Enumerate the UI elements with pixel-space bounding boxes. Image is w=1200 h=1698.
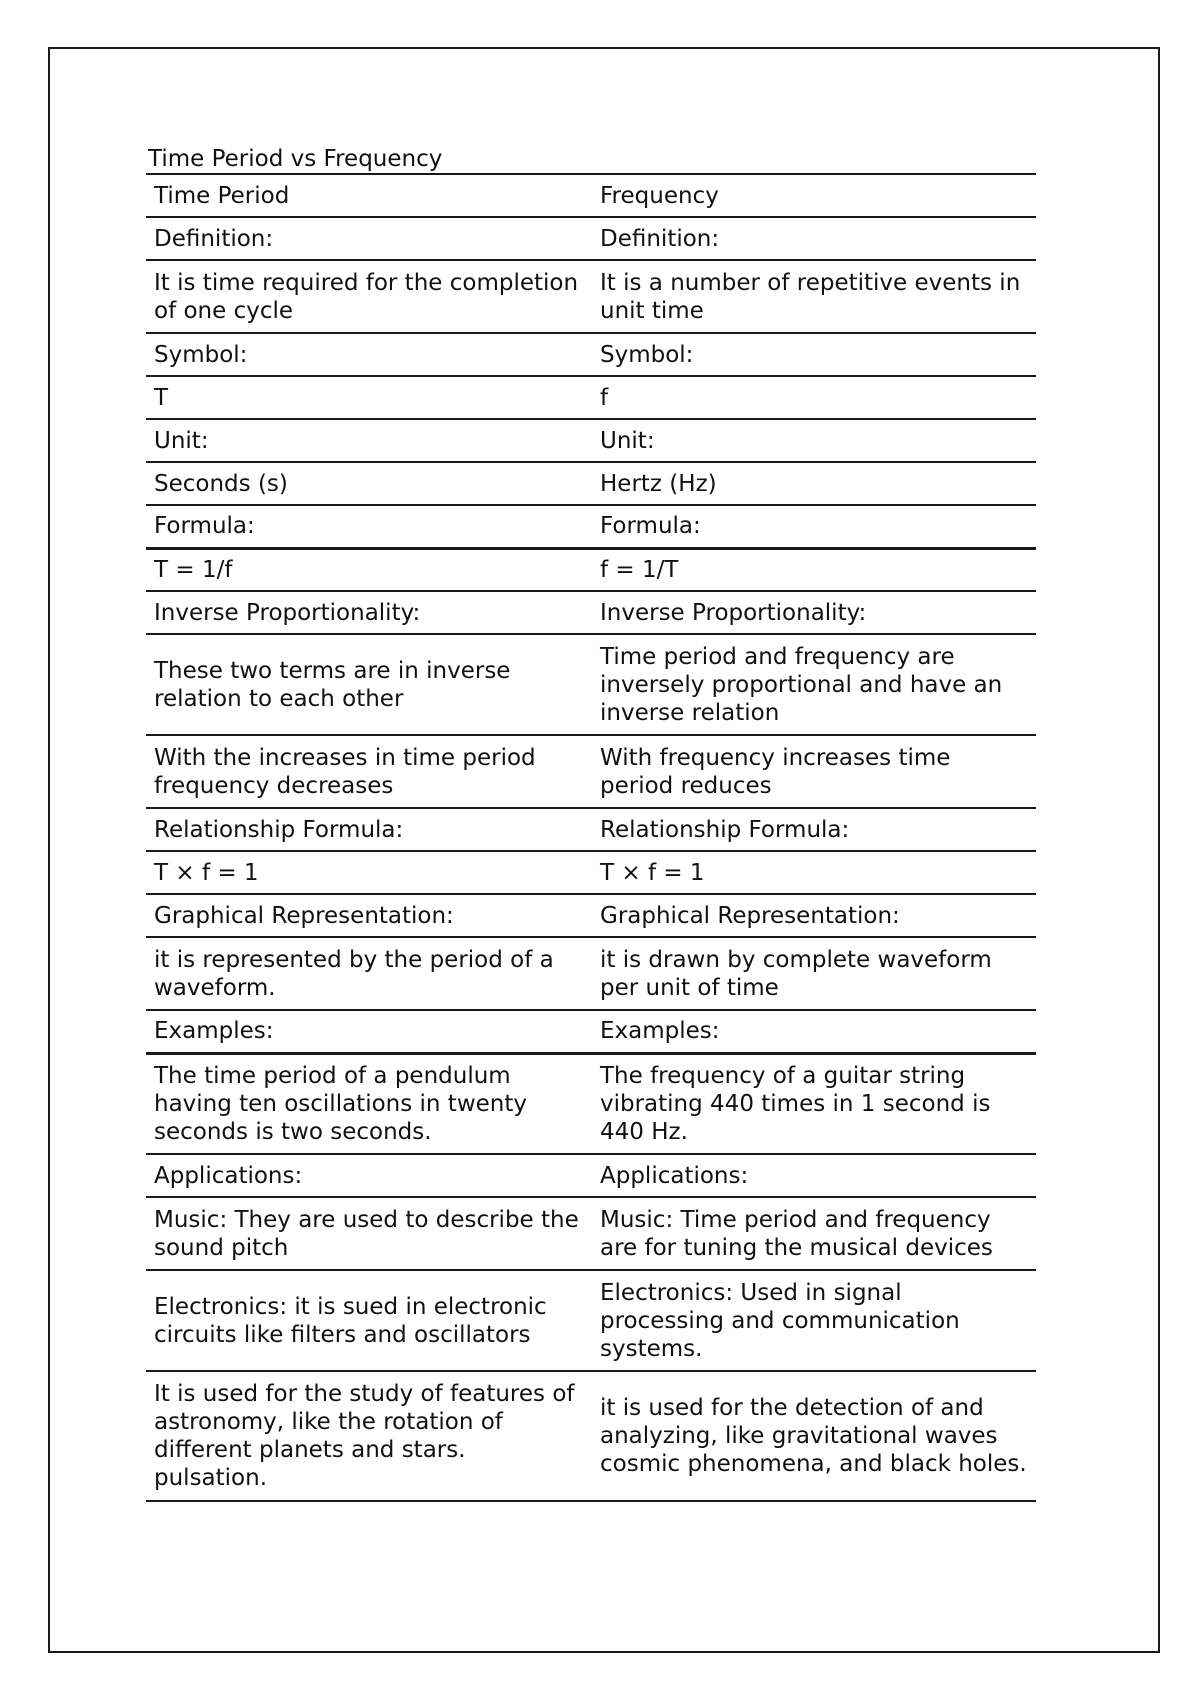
header-time-period: Time Period [146, 174, 592, 217]
cell-left: Graphical Representation: [146, 894, 592, 937]
table-row [146, 937, 1036, 1010]
table-row [146, 851, 1036, 894]
table-row [146, 1197, 1036, 1270]
cell-left: it is represented by the period of a waveform. [146, 937, 592, 1010]
cell-left: Electronics: it is sued in electronic circuits like filters and oscillators [146, 1270, 592, 1371]
cell-right: Electronics: Used in signal processing and communication systems. [592, 1270, 1036, 1371]
cell-left: These two terms are in inverse relation to each other [146, 634, 592, 735]
table-row [146, 634, 1036, 735]
table-header-row [146, 174, 1036, 217]
table-row [146, 548, 1036, 591]
cell-right: Applications: [592, 1154, 1036, 1197]
comparison-table [146, 173, 1036, 1502]
table-row [146, 808, 1036, 851]
cell-left: Applications: [146, 1154, 592, 1197]
cell-left: T × f = 1 [146, 851, 592, 894]
table-row [146, 505, 1036, 548]
cell-left: Symbol: [146, 333, 592, 376]
table-row [146, 260, 1036, 333]
table-row [146, 462, 1036, 505]
cell-left: The time period of a pendulum having ten oscillations in twenty seconds is two seconds. [146, 1053, 592, 1154]
cell-right: The frequency of a guitar string vibrating 440 times in 1 second is 440 Hz. [592, 1053, 1036, 1154]
cell-right: Symbol: [592, 333, 1036, 376]
cell-right: it is used for the detection of and analyzing, like gravitational waves cosmic phenomena, and black holes. [592, 1371, 1036, 1501]
cell-left: Relationship Formula: [146, 808, 592, 851]
cell-right: f [592, 376, 1036, 419]
cell-right: Graphical Representation: [592, 894, 1036, 937]
cell-right: It is a number of repetitive events in unit time [592, 260, 1036, 333]
cell-right: f = 1/T [592, 548, 1036, 591]
document-content [146, 145, 1036, 1502]
cell-right: Time period and frequency are inversely proportional and have an inverse relation [592, 634, 1036, 735]
table-row [146, 735, 1036, 808]
cell-right: With frequency increases time period reduces [592, 735, 1036, 808]
table-row [146, 1053, 1036, 1154]
cell-left: Seconds (s) [146, 462, 592, 505]
cell-right: Definition: [592, 217, 1036, 260]
cell-right: Relationship Formula: [592, 808, 1036, 851]
cell-right: it is drawn by complete waveform per unit of time [592, 937, 1036, 1010]
table-row [146, 1371, 1036, 1501]
table-row [146, 894, 1036, 937]
cell-left: Formula: [146, 505, 592, 548]
cell-right: Music: Time period and frequency are for tuning the musical devices [592, 1197, 1036, 1270]
cell-left: Inverse Proportionality: [146, 591, 592, 634]
cell-right: Unit: [592, 419, 1036, 462]
table-row [146, 591, 1036, 634]
cell-left: It is used for the study of features of astronomy, like the rotation of different planets and stars. pulsation. [146, 1371, 592, 1501]
table-row [146, 376, 1036, 419]
cell-left: T [146, 376, 592, 419]
cell-left: T = 1/f [146, 548, 592, 591]
cell-left: Unit: [146, 419, 592, 462]
cell-left: Examples: [146, 1010, 592, 1053]
cell-right: Formula: [592, 505, 1036, 548]
table-row [146, 419, 1036, 462]
cell-right: Inverse Proportionality: [592, 591, 1036, 634]
cell-left: Music: They are used to describe the sound pitch [146, 1197, 592, 1270]
cell-left: With the increases in time period frequency decreases [146, 735, 592, 808]
table-row [146, 1010, 1036, 1053]
cell-right: T × f = 1 [592, 851, 1036, 894]
cell-left: It is time required for the completion of one cycle [146, 260, 592, 333]
table-title: Time Period vs Frequency [148, 146, 443, 172]
cell-right: Hertz (Hz) [592, 462, 1036, 505]
header-frequency: Frequency [592, 174, 1036, 217]
table-row [146, 1154, 1036, 1197]
cell-left: Definition: [146, 217, 592, 260]
table-row [146, 217, 1036, 260]
table-row [146, 1270, 1036, 1371]
cell-right: Examples: [592, 1010, 1036, 1053]
table-row [146, 333, 1036, 376]
